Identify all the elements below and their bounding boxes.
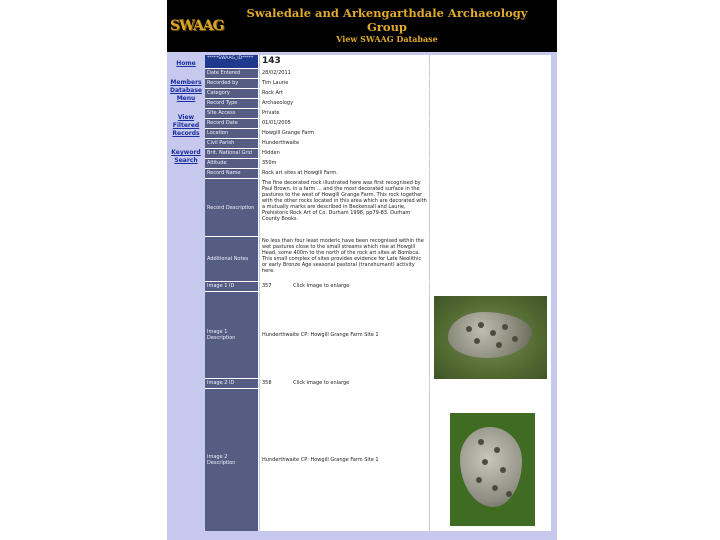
- empty-cell: [430, 79, 551, 88]
- empty-cell: [430, 282, 551, 291]
- notes-value: No less than four least moderic have been recognised within the wet pastures close to the small streams which rise at Howgill Head, some 400m to the north of the rock art sites at Bombca. This small complex of sites provides evidence for Late Neolithic or early Bronze Age seasonal pastoral (transhumant) activity here.: [260, 237, 429, 281]
- rock-art-photo-1[interactable]: [434, 296, 547, 380]
- field-label: Category: [205, 89, 259, 98]
- field-label: Brit. National Grid: [205, 149, 259, 158]
- image-id-value: [260, 379, 429, 388]
- table-row: [205, 119, 551, 129]
- side-nav: [167, 60, 205, 176]
- description-value: The fine decorated rock illustrated here was first recognised by Paul Brown, in a farm ... and the most decorated surface in the pastures to the west of Howgill Grange Farm. This rock together with the other rocks located in this area which are decorated with a mutually marks are described in Beckensall and Laurie, Prehistoric Rock Art of Co. Durham 1998, pp79-83. Durham County Books.: [260, 179, 429, 236]
- empty-cell: [430, 159, 551, 168]
- table-row: [205, 89, 551, 99]
- image-description-label: Image 1 Description: [205, 292, 259, 378]
- table-row: [205, 237, 551, 282]
- field-label: Site Access: [205, 109, 259, 118]
- site-banner: [167, 0, 557, 52]
- notes-label: Additional Notes: [205, 237, 259, 281]
- table-row: [205, 389, 551, 531]
- image-description-value: Hunderthwaite CP: Howgill Grange Farm Site 1: [260, 292, 429, 378]
- table-row: [205, 149, 551, 159]
- page-frame: [167, 0, 557, 540]
- rock-art-photo-2[interactable]: [450, 413, 535, 526]
- image-id-number: 358: [262, 380, 272, 386]
- record-id-value: 143: [260, 55, 429, 68]
- table-row: [205, 109, 551, 119]
- empty-cell: [430, 139, 551, 148]
- table-row: [205, 139, 551, 149]
- image-2-thumbnail[interactable]: [430, 389, 551, 531]
- table-row: [205, 179, 551, 237]
- table-row: [205, 379, 551, 389]
- field-value: 01/01/2005: [260, 119, 429, 128]
- field-label: Altitude: [205, 159, 259, 168]
- table-row: [205, 292, 551, 379]
- nav-members-menu-link[interactable]: Members Database Menu: [170, 79, 202, 102]
- nav-keyword-search-link[interactable]: Keyword Search: [171, 149, 201, 164]
- empty-cell: [430, 55, 551, 68]
- image-1-thumbnail[interactable]: [430, 292, 551, 378]
- field-value: Rock art sites at Howgill Farm.: [260, 169, 429, 178]
- field-value: Hunderthwaite: [260, 139, 429, 148]
- field-label: Recorded by: [205, 79, 259, 88]
- image-description-label: Image 2 Description: [205, 389, 259, 531]
- site-title: Swaledale and Arkengarthdale Archaeology Group: [246, 6, 528, 34]
- field-label: Record Type: [205, 99, 259, 108]
- image-description-value: Hunderthwaite CP: Howgill Grange Farm Site 1: [260, 389, 429, 531]
- empty-cell: [430, 237, 551, 281]
- field-value: Hidden: [260, 149, 429, 158]
- enlarge-hint: Click image to enlarge: [293, 380, 350, 386]
- field-value: Archaeology: [260, 99, 429, 108]
- empty-cell: [430, 69, 551, 78]
- enlarge-hint: Click image to enlarge: [293, 283, 350, 289]
- image-id-number: 357: [262, 283, 272, 289]
- table-row: [205, 282, 551, 292]
- table-row: [205, 55, 551, 69]
- empty-cell: [430, 129, 551, 138]
- field-value: 28/02/2011: [260, 69, 429, 78]
- empty-cell: [430, 89, 551, 98]
- table-row: [205, 129, 551, 139]
- image-id-label: Image 1 ID: [205, 282, 259, 291]
- record-id-label: *****SWAAG_ID*****: [205, 55, 259, 68]
- nav-home-link[interactable]: Home: [176, 60, 196, 67]
- empty-cell: [430, 99, 551, 108]
- table-row: [205, 169, 551, 179]
- field-label: Date Entered: [205, 69, 259, 78]
- field-label: Location: [205, 129, 259, 138]
- table-row: [205, 69, 551, 79]
- field-value: Rock Art: [260, 89, 429, 98]
- field-value: Howgill Grange Farm: [260, 129, 429, 138]
- field-value: 350m: [260, 159, 429, 168]
- table-row: [205, 159, 551, 169]
- table-row: [205, 79, 551, 89]
- swaag-logo[interactable]: SWAAG: [170, 18, 224, 34]
- field-value: Tim Laurie: [260, 79, 429, 88]
- table-row: [205, 99, 551, 109]
- field-label: Record Date: [205, 119, 259, 128]
- field-label: Record Name: [205, 169, 259, 178]
- field-value: Private: [260, 109, 429, 118]
- empty-cell: [430, 149, 551, 158]
- nav-filtered-records-link[interactable]: View Filtered Records: [172, 114, 200, 137]
- empty-cell: [430, 379, 551, 388]
- empty-cell: [430, 109, 551, 118]
- empty-cell: [430, 119, 551, 128]
- empty-cell: [430, 179, 551, 236]
- field-label: Civil Parish: [205, 139, 259, 148]
- image-id-label: Image 2 ID: [205, 379, 259, 388]
- page-subtitle: View SWAAG Database: [336, 34, 438, 44]
- image-id-value: [260, 282, 429, 291]
- description-label: Record Description: [205, 179, 259, 236]
- record-table: [205, 55, 551, 531]
- empty-cell: [430, 169, 551, 178]
